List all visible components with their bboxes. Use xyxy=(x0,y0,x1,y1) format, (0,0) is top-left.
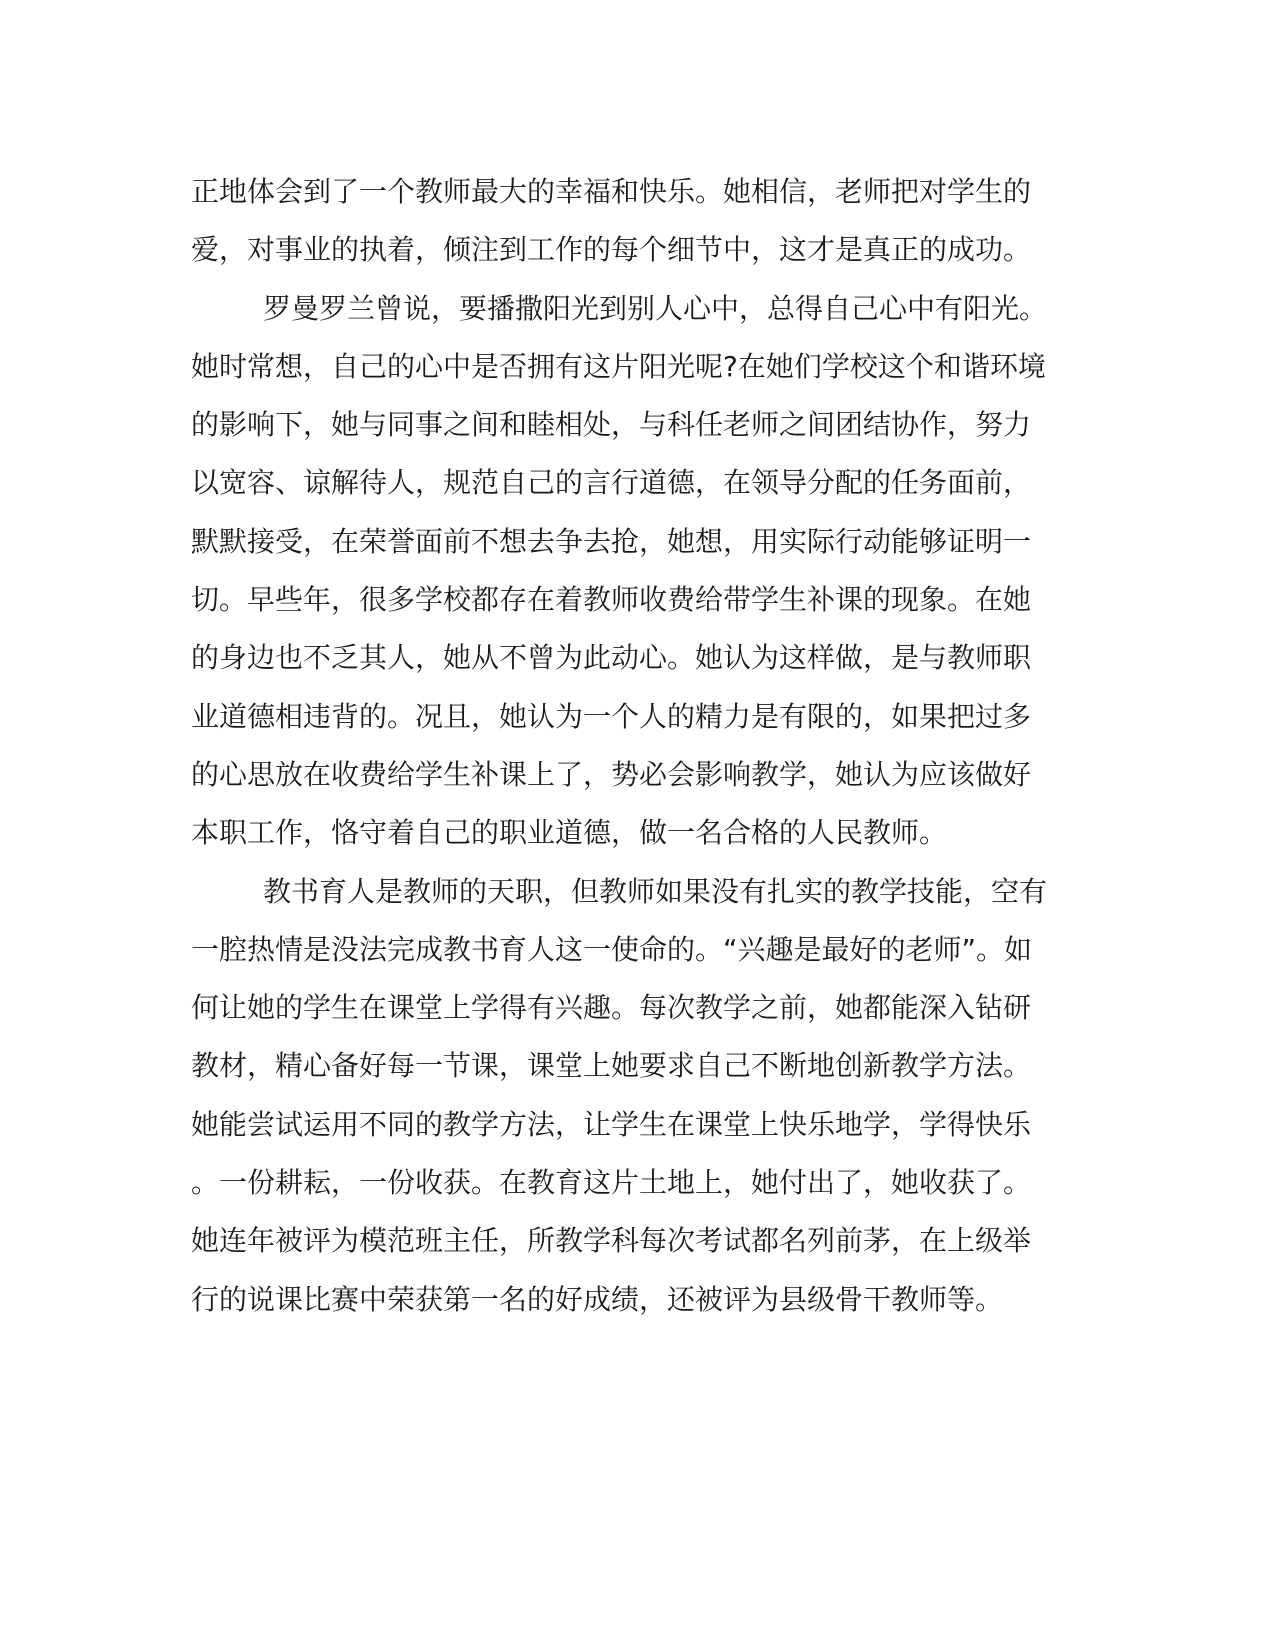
text-line: 的心思放在收费给学生补课上了，势必会影响教学，她认为应该做好 xyxy=(191,757,1032,791)
text-line: 。一份耕耘，一份收获。在教育这片土地上，她付出了，她收获了。 xyxy=(191,1166,1032,1200)
body-text xyxy=(191,163,1051,1329)
text-line: 以宽容、谅解待人，规范自己的言行道德，在领导分配的任务面前， xyxy=(191,466,1032,500)
text-line: 业道德相违背的。况且，她认为一个人的精力是有限的，如果把过多 xyxy=(191,699,1032,733)
text-line: 的影响下，她与同事之间和睦相处，与科任老师之间团结协作，努力 xyxy=(191,408,1032,442)
paragraph-first-line: 教书育人是教师的天职，但教师如果没有扎实的教学技能，空有 xyxy=(263,874,1048,908)
text-line: 她能尝试运用不同的教学方法，让学生在课堂上快乐地学，学得快乐 xyxy=(191,1107,1032,1141)
text-line: 教材，精心备好每一节课，课堂上她要求自己不断地创新教学方法。 xyxy=(191,1049,1032,1083)
text-line: 正地体会到了一个教师最大的幸福和快乐。她相信，老师把对学生的 xyxy=(191,175,1032,208)
text-line: 切。早些年，很多学校都存在着教师收费给带学生补课的现象。在她 xyxy=(191,583,1032,617)
paragraph-first-line: 罗曼罗兰曾说，要播撒阳光到别人心中，总得自己心中有阳光。 xyxy=(263,291,1048,325)
text-line: 何让她的学生在课堂上学得有兴趣。每次教学之前，她都能深入钻研 xyxy=(191,991,1032,1025)
text-line: 的身边也不乏其人，她从不曾为此动心。她认为这样做，是与教师职 xyxy=(191,641,1032,675)
text-line: 她时常想，自己的心中是否拥有这片阳光呢?在她们学校这个和谐环境 xyxy=(191,349,1046,383)
text-line: 行的说课比赛中荣获第一名的好成绩，还被评为县级骨干教师等。 xyxy=(191,1282,1004,1316)
text-line: 她连年被评为模范班主任，所教学科每次考试都名列前茅，在上级举 xyxy=(191,1224,1032,1258)
text-line: 默默接受，在荣誉面前不想去争去抢，她想，用实际行动能够证明一 xyxy=(191,524,1032,558)
text-line: 一腔热情是没法完成教书育人这一使命的。“兴趣是最好的老师”。如 xyxy=(191,932,1033,966)
text-line: 爱，对事业的执着，倾注到工作的每个细节中，这才是真正的成功。 xyxy=(191,233,1032,267)
text-line: 本职工作，恪守着自己的职业道德，做一名合格的人民教师。 xyxy=(191,816,948,850)
